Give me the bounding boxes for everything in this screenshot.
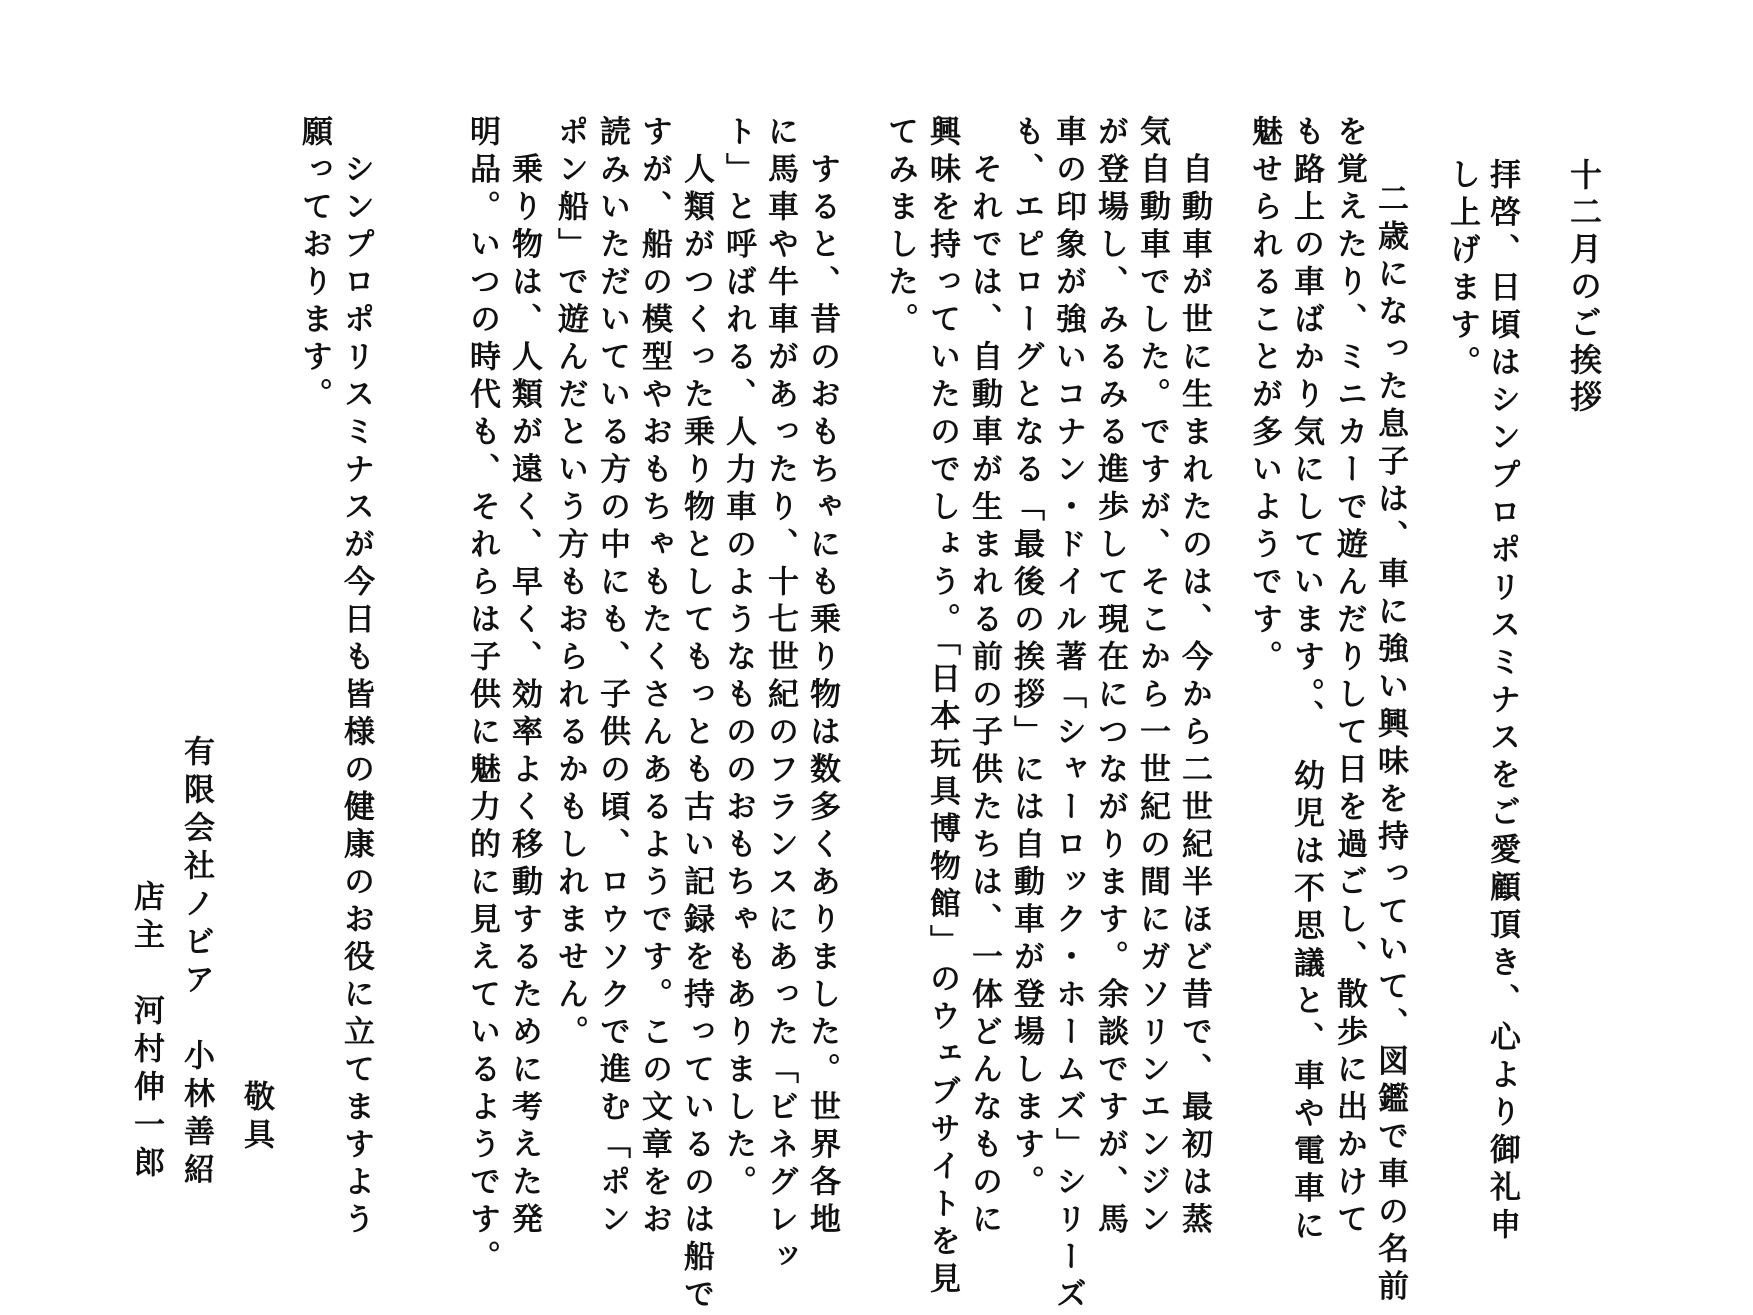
- letter-column-25: 願っております。: [296, 115, 332, 415]
- letter-column-7: 自動車が世に生まれたのは、今から二世紀半ほど昔で、最初は蒸: [1176, 115, 1212, 1240]
- letter-column-23: 明品。いつの時代も、それらは子供に魅力的に見えているようです。: [464, 115, 500, 1278]
- signature-company: 有限会社ノビア 小林善紹: [178, 735, 214, 1191]
- letter-column-2: し上げます。: [1444, 158, 1480, 383]
- letter-column-16: に馬車や牛車があったり、十七世紀のフランスにあった「ビネグレッ: [762, 115, 798, 1278]
- letter-column-19: すが、船の模型やおもちゃもたくさんあるようです。この文章をお: [636, 115, 672, 1240]
- signature-owner: 店主 河村伸一郎: [128, 880, 164, 1184]
- letter-column-6: 魅せられることが多いようです。: [1246, 115, 1282, 678]
- letter-column-11: も、エピローグとなる「最後の挨拶」には自動車が登場します。: [1008, 115, 1044, 1203]
- letter-column-4: を覚えたり、ミニカーで遊んだりして日を過ごし、散歩に出かけて: [1331, 115, 1367, 1240]
- letter-column-24: シンプロポリスミナスが今日も皆様の健康のお役に立てますよう: [338, 115, 374, 1240]
- letter-column-5: も路上の車ばかり気にしています。、 幼児は不思議と、車や電車に: [1288, 115, 1324, 1247]
- letter-column-20: 読みいただいている方の中にも、子供の頃、ロウソクで進む「ポン: [594, 115, 630, 1240]
- letter-column-15: すると、昔のおもちゃにも乗り物は数多くありました。世界各地: [804, 115, 840, 1240]
- letter-column-22: 乗り物は、人類が遠く、早く、効率よく移動するために考えた発: [506, 115, 542, 1240]
- closing-keigu: 敬具: [238, 1080, 274, 1156]
- letter-title: 十二月のご挨拶: [1565, 158, 1603, 417]
- letter-column-12: それでは、自動車が生まれる前の子供たちは、一体どんなものに: [966, 115, 1002, 1240]
- letter-column-9: が登場し、みるみる進歩して現在につながります。余談ですが、馬: [1092, 115, 1128, 1240]
- letter-column-13: 興味を持っていたのでしょう。「日本玩具博物館」のウェブサイトを見: [924, 115, 960, 1300]
- letter-column-3: 二歳になった息子は、車に強い興味を持っていて、図鑑で車の名前: [1372, 182, 1408, 1307]
- letter-column-1: 拝啓、日頃はシンプロポリスミナスをご愛顧頂き、心より御礼申: [1484, 158, 1520, 1246]
- letter-column-17: ト」と呼ばれる、人力車のようなもののおもちゃもありました。: [720, 115, 756, 1203]
- letter-column-10: 車の印象が強いコナン・ドイル著「シャーロック・ホームズ」シリーズ: [1050, 115, 1086, 1315]
- letter-column-14: てみました。: [882, 115, 918, 340]
- letter-column-8: 気自動車でした。ですが、そこから一世紀の間にガソリンエンジン: [1134, 115, 1170, 1240]
- letter-column-18: 人類がつくった乗り物としてもっとも古い記録を持っているのは船で: [678, 115, 714, 1315]
- letter-column-21: ポン船」で遊んだという方もおられるかもしれません。: [552, 115, 588, 1053]
